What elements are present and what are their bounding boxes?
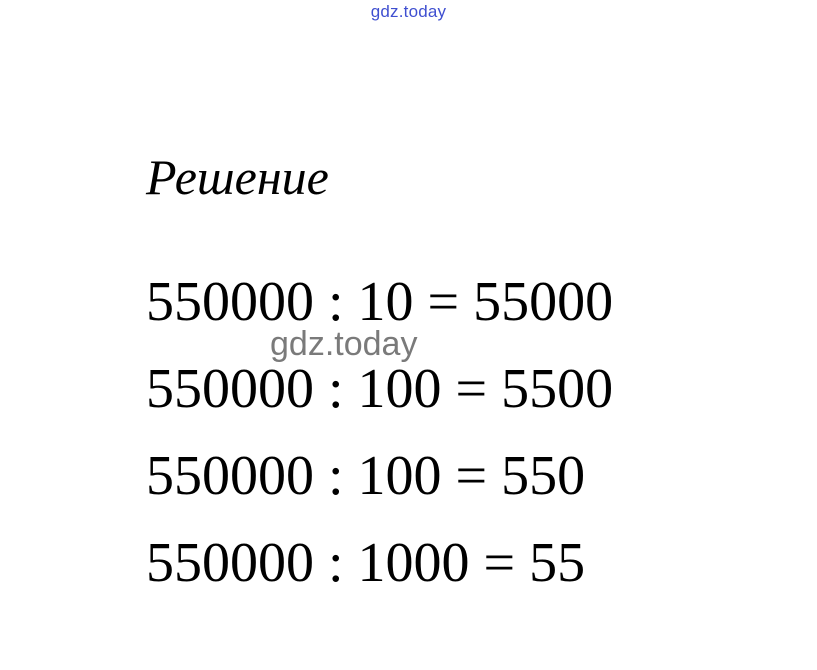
equation-3: 550000 : 100 = 550 <box>146 445 586 507</box>
watermark-top: gdz.today <box>370 2 447 21</box>
equation-1: 550000 : 10 = 55000 <box>146 271 614 333</box>
watermark-mid: gdz.today <box>270 325 418 363</box>
equation-4: 550000 : 1000 = 55 <box>146 532 586 594</box>
equation-2: 550000 : 100 = 5500 <box>146 358 614 420</box>
solution-heading: Решение <box>146 149 329 205</box>
